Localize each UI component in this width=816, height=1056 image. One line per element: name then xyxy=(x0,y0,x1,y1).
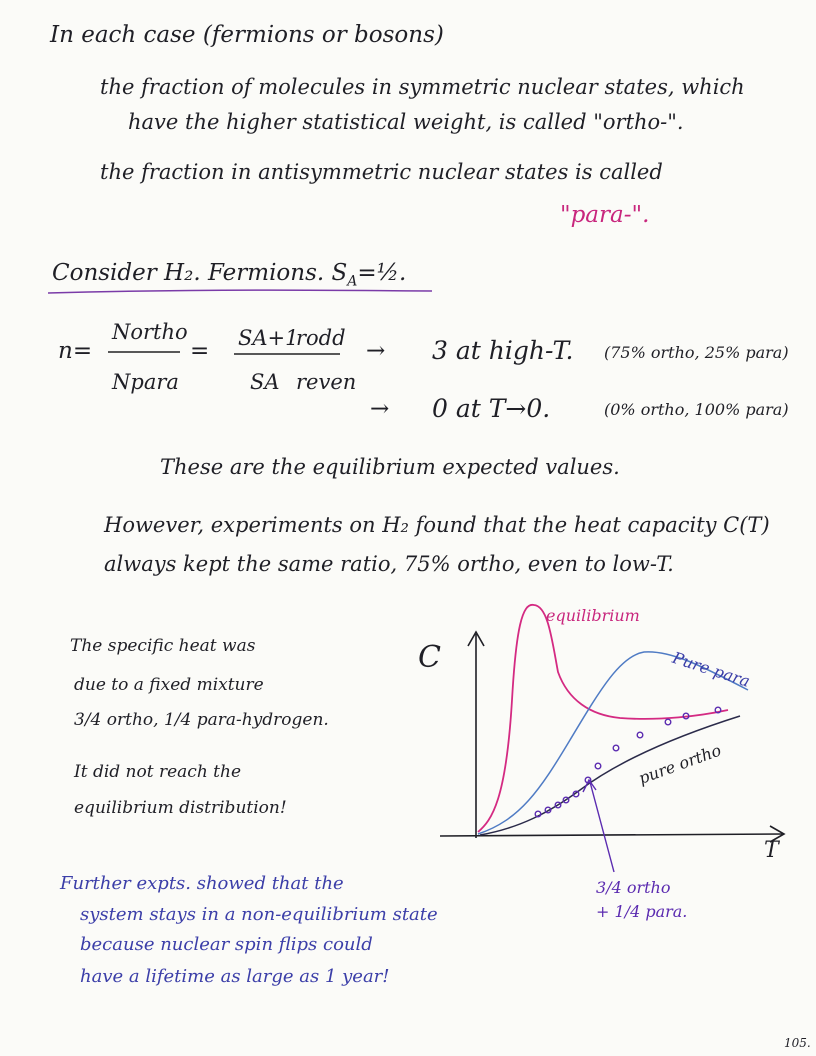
case1-value: 3 at high-T. xyxy=(432,336,574,365)
eq-mid-num: SA+1 xyxy=(238,326,299,350)
eq-r-num: rodd xyxy=(296,326,346,350)
consider-value: =½. xyxy=(357,260,407,286)
further-line-1: Further expts. showed that the xyxy=(60,873,344,894)
case1-note: (75% ortho, 25% para) xyxy=(604,343,789,362)
further-line-2: system stays in a non-equilibrium state xyxy=(80,904,438,925)
eq-mid-den: SA xyxy=(250,370,280,394)
further-line-3: because nuclear spin flips could xyxy=(80,934,373,955)
mixture-label-2: + 1/4 para. xyxy=(596,902,688,921)
intro-line-5-para: "para-". xyxy=(560,202,650,228)
specific-heat-line-1: The specific heat was xyxy=(70,636,256,656)
mixture-label-1: 3/4 ortho xyxy=(596,878,671,897)
arrow-1: → xyxy=(366,338,386,364)
eq-r-den: reven xyxy=(296,370,357,394)
specific-heat-line-2: due to a fixed mixture xyxy=(74,675,264,695)
specific-heat-line-3: 3/4 ortho, 1/4 para-hydrogen. xyxy=(74,710,329,730)
eq-num: Northo xyxy=(112,320,188,344)
consider-sub: A xyxy=(347,273,358,290)
x-axis xyxy=(440,834,784,836)
equilibrium-label: equilibrium xyxy=(546,606,640,625)
arrow-2: → xyxy=(370,396,390,422)
pure-para-label: Pure para xyxy=(670,648,753,691)
case2-value: 0 at T→0. xyxy=(432,394,551,423)
pure-ortho-curve xyxy=(480,716,740,835)
intro-line-1: In each case (fermions or bosons) xyxy=(50,22,444,48)
intro-line-4: the fraction in antisymmetric nuclear states is called xyxy=(100,160,663,184)
y-axis-label: C xyxy=(418,640,441,675)
however-line-2: always kept the same ratio, 75% ortho, even to low-T. xyxy=(104,552,674,576)
however-line-1: However, experiments on H₂ found that the heat capacity C(T) xyxy=(104,513,770,537)
further-line-4: have a lifetime as large as 1 year! xyxy=(80,966,390,987)
x-axis-label: T xyxy=(764,838,779,863)
specific-heat-line-4: It did not reach the xyxy=(74,762,242,782)
specific-heat-line-5: equilibrium distribution! xyxy=(74,798,287,818)
equilibrium-note: These are the equilibrium expected values. xyxy=(160,455,620,479)
equilibrium-curve xyxy=(478,605,728,832)
page-number: 105. xyxy=(784,1036,811,1050)
case2-note: (0% ortho, 100% para) xyxy=(604,400,789,419)
intro-line-2: the fraction of molecules in symmetric nuclear states, which xyxy=(100,75,745,99)
consider-text: Consider H₂. Fermions. S xyxy=(52,260,348,286)
intro-line-3: have the higher statistical weight, is called "ortho-". xyxy=(128,110,684,134)
mixture-pointer xyxy=(590,782,614,872)
pure-ortho-label: pure ortho xyxy=(636,740,724,788)
eq-lhs: n= xyxy=(58,338,93,364)
consider-underline xyxy=(48,290,432,293)
eq-equals: = xyxy=(190,338,210,364)
eq-den: Npara xyxy=(112,370,179,394)
